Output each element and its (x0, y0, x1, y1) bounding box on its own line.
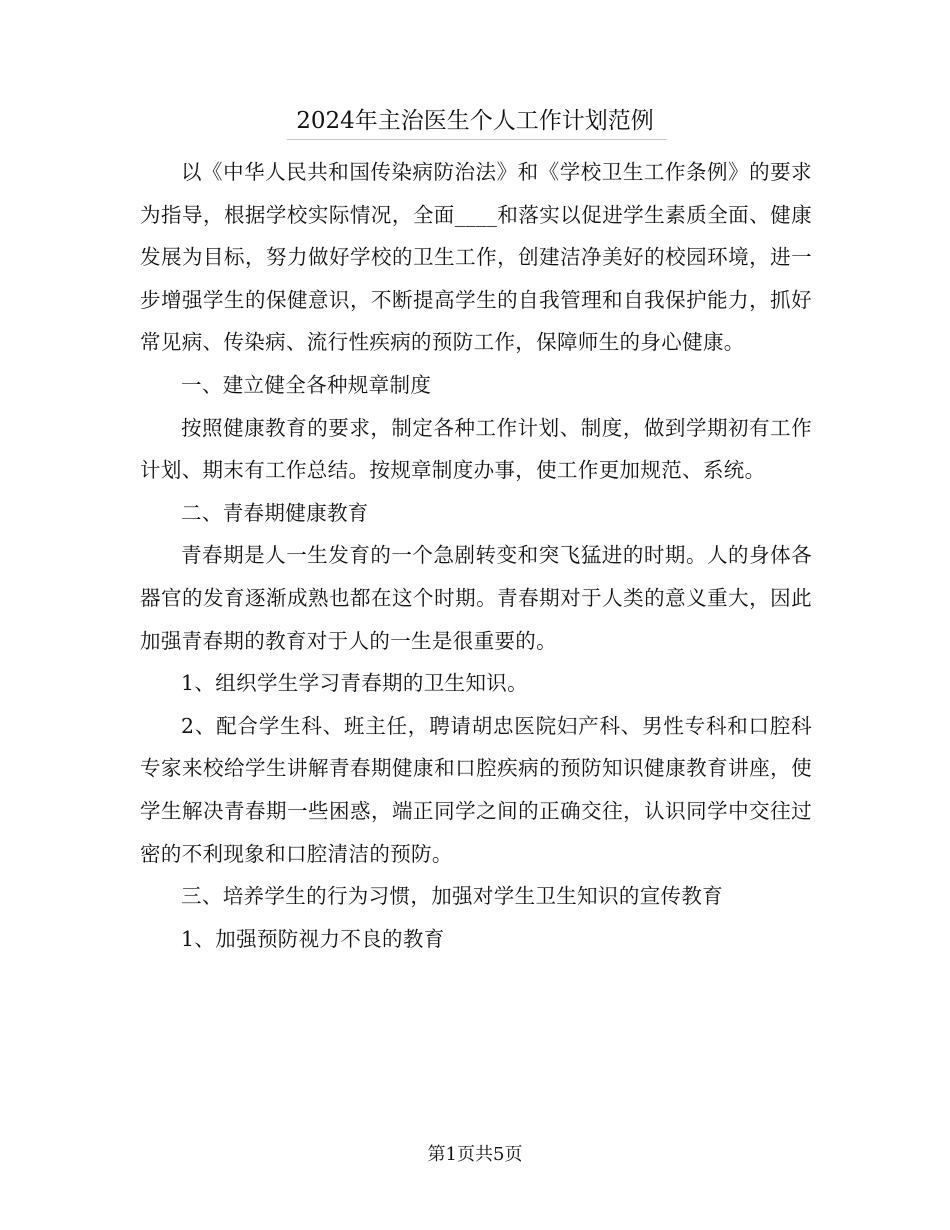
list-item-1: 1、组织学生学习青春期的卫生知识。 (181, 671, 528, 696)
section-heading-1: 一、建立健全各种规章制度 (181, 372, 432, 397)
page-number-footer: 第1页共5页 (427, 1144, 523, 1165)
list-item-2: 2、配合学生科、班主任，聘请胡忠医院妇产科、男性专科和口腔科专家来校给学生讲解青春期健康和口腔疾病的预防知识健康教育讲座，使学生解决青春期一些困惑，端正同学之间的正确交往，认识同学中交往过密的不利现象和口腔清洁的预防。 (140, 713, 812, 866)
document-body (140, 151, 812, 960)
paragraph-adolescence: 青春期是人一生发育的一个急剧转变和突飞猛进的时期。人的身体各器官的发育逐渐成熟也都在这个时期。青春期对于人类的意义重大，因此加强青春期的教育对于人的一生是很重要的。 (140, 543, 812, 653)
document-title: 2024年主治医生个人工作计划范例 (296, 108, 654, 134)
paragraph-rules: 按照健康教育的要求，制定各种工作计划、制度，做到学期初有工作计划、期末有工作总结。按规章制度办事，使工作更加规范、系统。 (140, 415, 812, 483)
title-underline (287, 139, 667, 140)
section-heading-2: 二、青春期健康教育 (181, 500, 369, 525)
paragraph-intro: 以《中华人民共和国传染病防治法》和《学校卫生工作条例》的要求为指导，根据学校实际情况，全面____和落实以促进学生素质全面、健康发展为目标，努力做好学校的卫生工作，创建洁净美好的校园环境，进一步增强学生的保健意识，不断提高学生的自我管理和自我保护能力，抓好常见病、传染病、流行性疾病的预防工作，保障师生的身心健康。 (140, 160, 812, 355)
section-heading-3: 三、培养学生的行为习惯，加强对学生卫生知识的宣传教育 (181, 884, 724, 909)
list-item-3: 1、加强预防视力不良的教育 (181, 926, 445, 951)
